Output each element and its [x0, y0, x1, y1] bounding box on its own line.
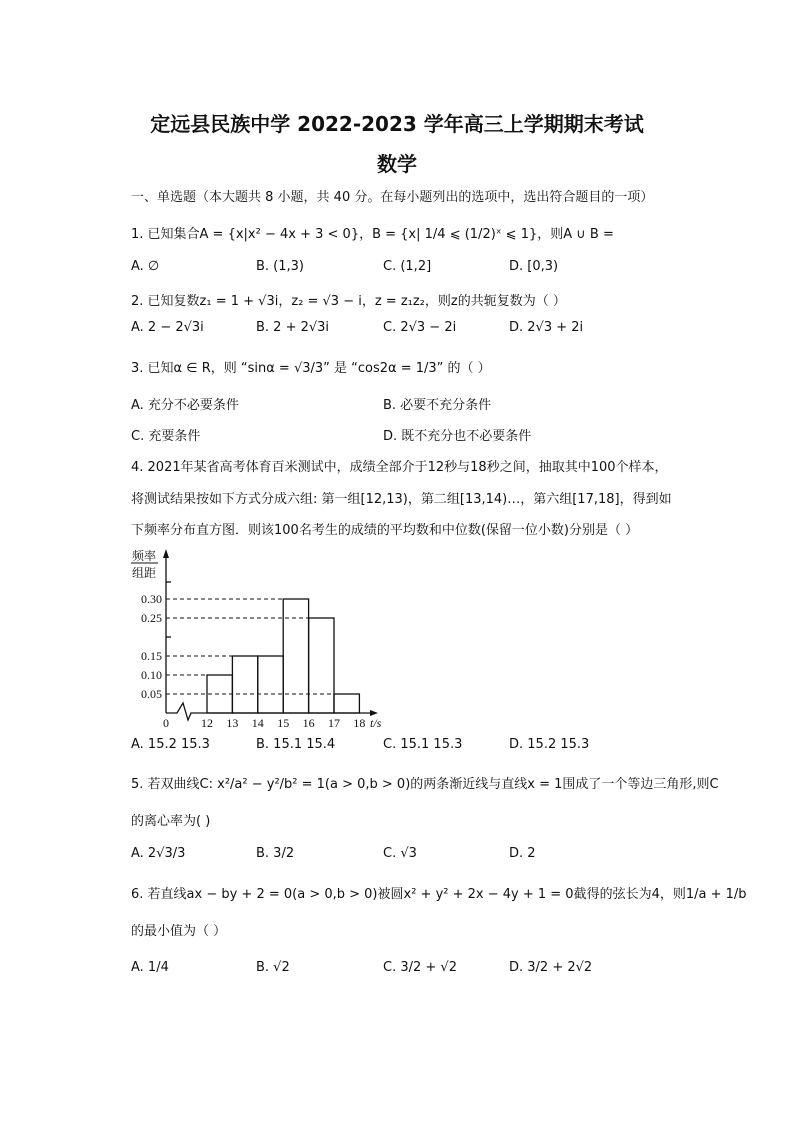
y-tick-label: 0.15 — [141, 649, 162, 663]
question-2-option-D[interactable]: D. 2√3 + 2i — [509, 320, 584, 335]
y-axis-label-top: 频率 — [132, 549, 157, 563]
y-axis-label-bottom: 组距 — [132, 566, 157, 580]
x-tick-label: 15 — [277, 716, 290, 730]
origin-label: 0 — [163, 716, 169, 730]
question-1-stem: 1. 已知集合A = {x|x² − 4x + 3 < 0}，B = {x| 1/4 ⩽ (1/2)ˣ ⩽ 1}，则A ∪ B = — [131, 227, 614, 242]
x-tick-label: 16 — [302, 716, 315, 730]
x-tick-label: 14 — [251, 716, 264, 730]
question-1-option-B[interactable]: B. (1,3) — [256, 259, 305, 274]
question-1-option-C[interactable]: C. (1,2] — [383, 259, 432, 274]
question-3-option-B[interactable]: B. 必要不充分条件 — [383, 398, 492, 413]
exam-title: 定远县民族中学 2022-2023 学年高三上学期期末考试 — [150, 112, 644, 136]
question-6-option-B[interactable]: B. √2 — [256, 960, 290, 975]
question-4-option-C[interactable]: C. 15.1 15.3 — [383, 737, 463, 752]
question-1-option-A[interactable]: A. ∅ — [131, 259, 160, 274]
subject-title: 数学 — [377, 152, 417, 176]
y-tick-label: 0.10 — [141, 668, 162, 682]
question-6-stem: 的最小值为（ ） — [131, 924, 227, 939]
question-5-option-A[interactable]: A. 2√3/3 — [131, 846, 186, 861]
x-tick-label: 18 — [353, 716, 366, 730]
question-2-option-A[interactable]: A. 2 − 2√3i — [131, 320, 204, 335]
histogram-bar — [283, 599, 308, 713]
question-3-option-D[interactable]: D. 既不充分也不必要条件 — [383, 429, 532, 444]
question-4-option-A[interactable]: A. 15.2 15.3 — [131, 737, 210, 752]
histogram-bar — [334, 694, 359, 713]
question-2-option-C[interactable]: C. 2√3 − 2i — [383, 320, 457, 335]
y-axis-arrow-icon — [163, 549, 169, 558]
x-axis-with-break — [166, 703, 372, 720]
question-5-option-B[interactable]: B. 3/2 — [256, 846, 295, 861]
section-heading: 一、单选题（本大题共 8 小题，共 40 分。在每小题列出的选项中，选出符合题目的一项） — [131, 190, 654, 205]
question-4-option-D[interactable]: D. 15.2 15.3 — [509, 737, 590, 752]
question-5-option-D[interactable]: D. 2 — [509, 846, 536, 861]
question-4-stem: 4. 2021年某省高考体育百米测试中，成绩全部介于12秒与18秒之间，抽取其中100个样本， — [131, 460, 668, 475]
question-5-stem: 的离心率为( ) — [131, 814, 211, 829]
question-5-option-C[interactable]: C. √3 — [383, 846, 417, 861]
question-6-stem: 6. 若直线ax − by + 2 = 0(a > 0,b > 0)被圆x² + y² + 2x − 4y + 1 = 0截得的弦长为4，则1/a + 1/b — [131, 887, 747, 902]
x-tick-label: 17 — [328, 716, 340, 730]
x-tick-label: 13 — [226, 716, 239, 730]
question-6-option-D[interactable]: D. 3/2 + 2√2 — [509, 960, 593, 975]
question-4-stem: 下频率分布直方图．则该100名考生的成绩的平均数和中位数(保留一位小数)分别是（ ） — [131, 523, 639, 538]
y-tick-label: 0.30 — [141, 592, 162, 606]
y-tick-label: 0.25 — [141, 611, 162, 625]
histogram-bar — [258, 656, 283, 713]
question-6-option-A[interactable]: A. 1/4 — [131, 960, 169, 975]
question-1-option-D[interactable]: D. [0,3) — [509, 259, 559, 274]
x-tick-label: 12 — [201, 716, 213, 730]
histogram-bar — [232, 656, 257, 713]
y-tick-label: 0.05 — [141, 687, 162, 701]
question-3-option-C[interactable]: C. 充要条件 — [131, 429, 201, 444]
question-5-stem: 5. 若双曲线C: x²/a² − y²/b² = 1(a > 0,b > 0)的两条渐近线与直线x = 1围成了一个等边三角形,则C — [131, 777, 719, 792]
question-2-option-B[interactable]: B. 2 + 2√3i — [256, 320, 330, 335]
question-4-option-B[interactable]: B. 15.1 15.4 — [256, 737, 336, 752]
question-4-stem: 将测试结果按如下方式分成六组: 第一组[12,13)，第二组[13,14)…，第六组[17,18]，得到如 — [131, 492, 672, 507]
question-3-stem: 3. 已知α ∈ R，则 “sinα = √3/3” 是 “cos2α = 1/3” 的（ ） — [131, 361, 491, 376]
question-6-option-C[interactable]: C. 3/2 + √2 — [383, 960, 457, 975]
histogram-bar — [309, 618, 334, 713]
x-axis-label: t/s — [370, 716, 382, 730]
question-2-stem: 2. 已知复数z₁ = 1 + √3i，z₂ = √3 − i，z = z₁z₂，则z的共轭复数为（ ） — [131, 294, 566, 309]
question-3-option-A[interactable]: A. 充分不必要条件 — [131, 398, 239, 413]
